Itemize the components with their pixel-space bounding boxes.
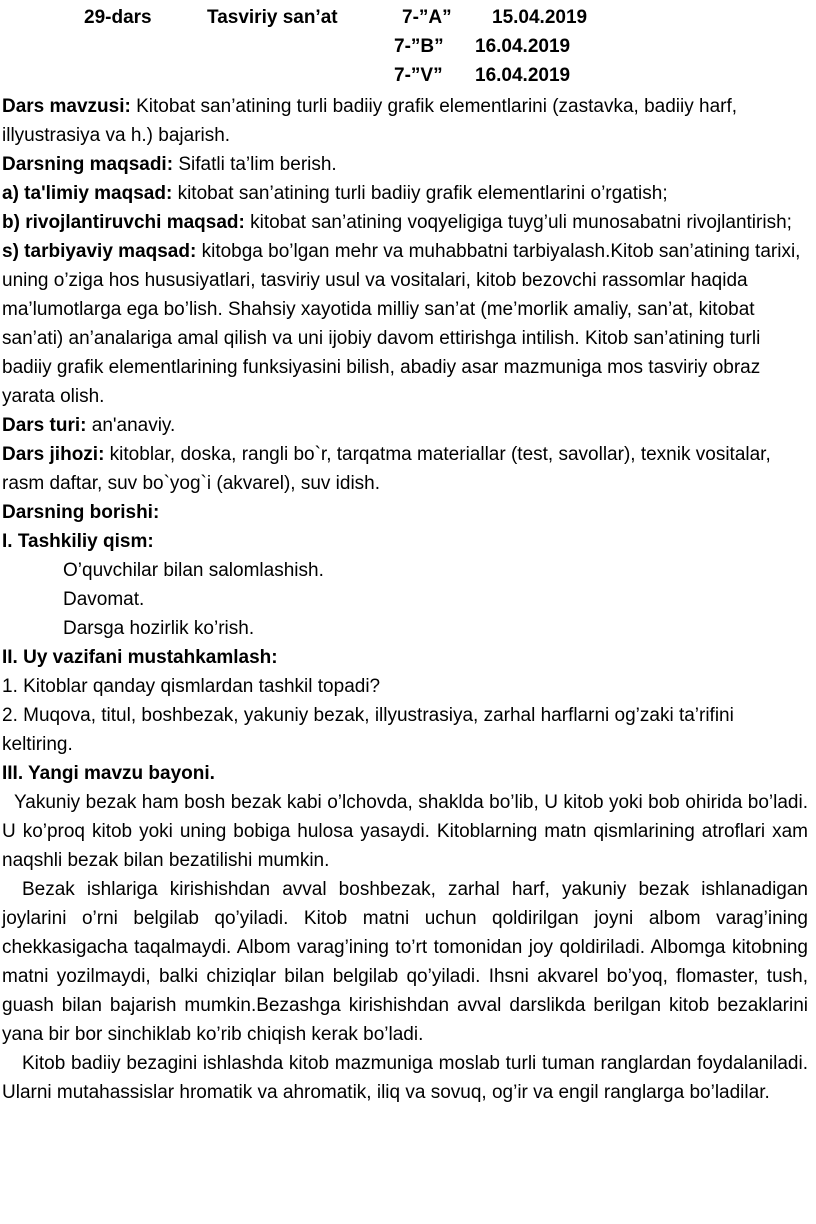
goal-b-label: b) rivojlantiruvchi maqsad: <box>2 212 245 233</box>
goal-s-label: s) tarbiyaviy maqsad: <box>2 241 197 262</box>
section-1-title: I. Tashkiliy qism: <box>2 531 154 552</box>
goal-s-text: kitobga bo’lgan mehr va muhabbatni tarbiyalash.Kitob san’atining tarixi, uning o’ziga hos hususiyatlari, tasviriy usul va vositalari, kitob bezovchi rassomlar haqida ma’lumotlarga ega bo’lish. Shahsiy xayotida milliy san’at (me’morlik amaliy, san’at, kitobat san’ati) an’analariga amal qilish va uni ijobiy davom ettirishga intilish. Kitob san’atining turli badiiy grafik elementlarining funksiyasini bilish, abadiy asar mazmuniga mos tasviriy obraz yarata olish. <box>2 241 801 407</box>
lesson-equipment <box>2 440 808 498</box>
topic-text: Kitobat san’atining turli badiiy grafik elementlarini (zastavka, badiiy harf, illyustrasiya va h.) bajarish. <box>2 96 738 146</box>
list-item: Davomat. <box>63 589 145 610</box>
lesson-topic <box>2 92 808 150</box>
class-label: 7-”A” <box>402 7 452 28</box>
list-item: 1. Kitoblar qanday qismlardan tashkil topadi? <box>2 676 381 697</box>
goal-a-text: kitobat san’atining turli badiiy grafik elementlarini o’rgatish; <box>172 183 668 204</box>
class-label: 7-”V” <box>394 65 443 86</box>
paragraph: Bezak ishlariga kirishishdan avval boshbezak, zarhal harf, yakuniy bezak ishlanadigan joylarini o’rni belgilab qo’yiladi. Kitob matni uchun qoldirilgan joyni albom varag’ining chekkasigacha taqalmaydi. Albom varag’ining to’rt tomonidan joy qoldiriladi. Albomga kitobning matni yozilmaydi, balki chiziqlar bilan belgilab qo’yiladi. Ihsni akvarel bo’yoq, flomaster, tush, guash bilan bajarish mumkin.Bezashga kirishishdan avval darslikda berilgan kitob bezaklarini yana bir bor sinchiklab ko’rib chiqish kerak bo’ladi. <box>2 879 808 1045</box>
section-3-title: III. Yangi mavzu bayoni. <box>2 763 215 784</box>
paragraph: Yakuniy bezak ham bosh bezak kabi o’lchovda, shaklda bo’lib, U kitob yoki bob ohirida bo’ladi. U ko’proq kitob yoki uning bobiga hulosa yasaydi. Kitoblarning matn qismlarining atroflari xam naqshli bezak bilan bezatilishi mumkin. <box>2 792 808 871</box>
lesson-type <box>2 411 808 440</box>
subject-title: Tasviriy san’at <box>207 7 338 28</box>
process-title: Darsning borishi: <box>2 502 160 523</box>
lesson-plan-body <box>2 92 808 1107</box>
list-item: O’quvchilar bilan salomlashish. <box>63 560 324 581</box>
goal-upbringing <box>2 237 808 411</box>
list-item: Darsga hozirlik ko’rish. <box>63 618 255 639</box>
class-date: 16.04.2019 <box>475 65 571 86</box>
goal-educational <box>2 179 808 208</box>
list-item: 2. Muqova, titul, boshbezak, yakuniy bezak, illyustrasiya, zarhal harflarni og’zaki ta’rifini keltiring. <box>2 705 734 755</box>
paragraph: Kitob badiiy bezagini ishlashda kitob mazmuniga moslab turli tuman ranglardan foydalaniladi. Ularni mutahassislar hromatik va ahromatik, iliq va sovuq, og’ir va engil ranglarga bo’ladilar. <box>2 1053 808 1103</box>
topic-label: Dars mavzusi: <box>2 96 131 117</box>
goal-b-text: kitobat san’atining voqyeligiga tuyg’uli munosabatni rivojlantirish; <box>244 212 792 233</box>
class-date: 16.04.2019 <box>475 36 571 57</box>
goal-text: Sifatli ta’lim berish. <box>173 154 337 175</box>
equipment-text: kitoblar, doska, rangli bo`r, tarqatma materiallar (test, savollar), texnik vositalar, rasm daftar, suv bo`yog`i (akvarel), suv idish. <box>2 444 771 494</box>
section-2-title: II. Uy vazifani mustahkamlash: <box>2 647 278 668</box>
goal-label: Darsning maqsadi: <box>2 154 174 175</box>
class-label: 7-”B” <box>394 36 444 57</box>
goal-a-label: a) ta'limiy maqsad: <box>2 183 173 204</box>
type-text: an'anaviy. <box>86 415 176 436</box>
equipment-label: Dars jihozi: <box>2 444 105 465</box>
class-date: 15.04.2019 <box>492 7 588 28</box>
lesson-number: 29-dars <box>84 7 152 28</box>
type-label: Dars turi: <box>2 415 87 436</box>
lesson-goal <box>2 150 808 179</box>
goal-developmental <box>2 208 808 237</box>
